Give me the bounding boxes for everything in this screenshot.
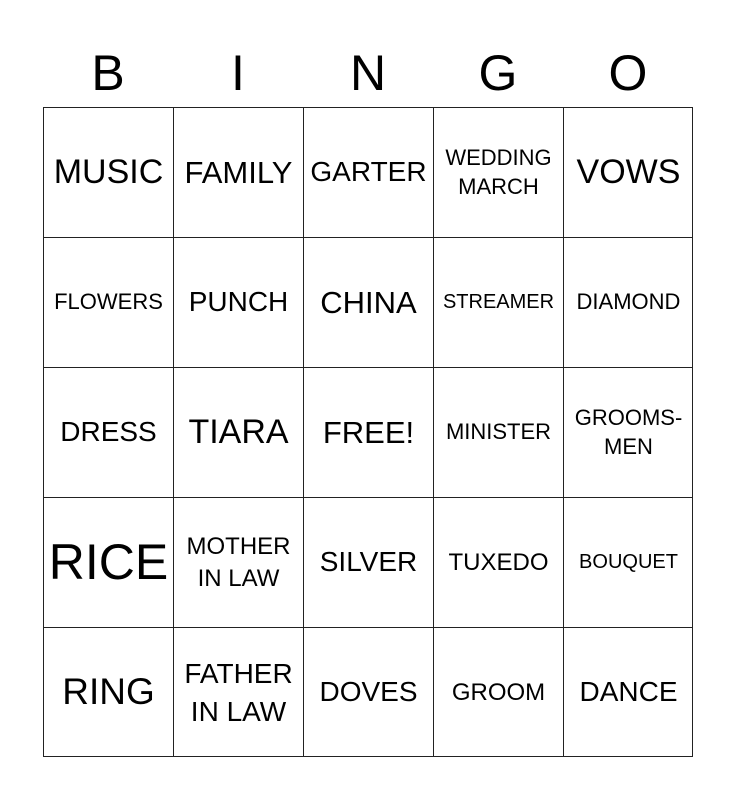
bingo-cell[interactable]: TIARA: [173, 367, 303, 497]
bingo-cell[interactable]: FAMILY: [173, 107, 303, 237]
bingo-cell[interactable]: SILVER: [303, 497, 433, 627]
header-letter-n: N: [349, 45, 387, 101]
bingo-cell[interactable]: MINISTER: [433, 367, 563, 497]
bingo-cell[interactable]: CHINA: [303, 237, 433, 367]
bingo-cell[interactable]: FLOWERS: [43, 237, 173, 367]
bingo-cell[interactable]: MOTHER IN LAW: [173, 497, 303, 627]
bingo-cell[interactable]: DANCE: [563, 627, 693, 757]
bingo-header: [43, 40, 693, 110]
bingo-cell[interactable]: VOWS: [563, 107, 693, 237]
header-letter-g: G: [478, 45, 518, 101]
bingo-cell[interactable]: DOVES: [303, 627, 433, 757]
bingo-cell[interactable]: RING: [43, 627, 173, 757]
bingo-cell[interactable]: BOUQUET: [563, 497, 693, 627]
bingo-cell[interactable]: WEDDING MARCH: [433, 107, 563, 237]
bingo-cell[interactable]: GARTER: [303, 107, 433, 237]
bingo-cell[interactable]: DRESS: [43, 367, 173, 497]
bingo-card-grid: [43, 107, 693, 757]
header-letter-b: B: [91, 45, 125, 101]
bingo-cell[interactable]: STREAMER: [433, 237, 563, 367]
free-space[interactable]: FREE!: [303, 367, 433, 497]
bingo-cell[interactable]: RICE: [43, 497, 173, 627]
bingo-cell[interactable]: TUXEDO: [433, 497, 563, 627]
header-letter-i: I: [231, 45, 245, 101]
bingo-cell[interactable]: GROOM: [433, 627, 563, 757]
bingo-cell[interactable]: FATHER IN LAW: [173, 627, 303, 757]
bingo-cell[interactable]: MUSIC: [43, 107, 173, 237]
bingo-cell[interactable]: PUNCH: [173, 237, 303, 367]
bingo-cell[interactable]: DIAMOND: [563, 237, 693, 367]
header-letter-o: O: [608, 45, 648, 101]
bingo-cell[interactable]: GROOMS-MEN: [563, 367, 693, 497]
